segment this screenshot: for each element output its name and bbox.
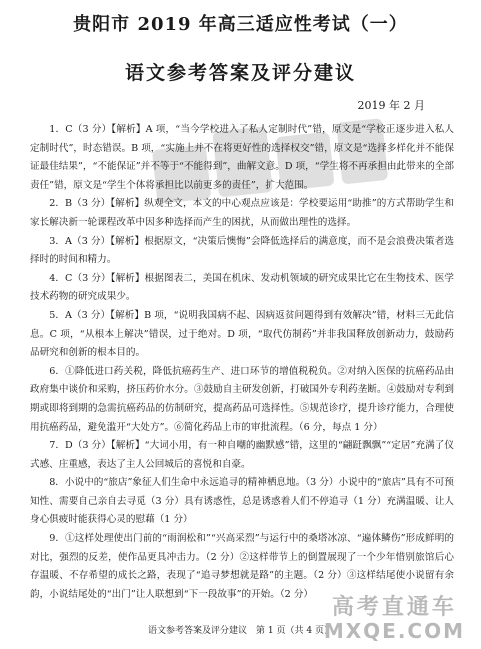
answer-paragraph-7: 7．D（3 分）【解析】“大词小用，有一种自嘲的幽默感”错，这里的“翩跹飘飘”“定居”充满了仪式感、庄重感，表达了主人公回城后的喜悦和自豪。 bbox=[30, 440, 454, 470]
answer-paragraph-8: 8．小说中的“旅店”象征人们生命中永远追寻的精神栖息地。（3 分）小说中的“旅店”具有不可预知性、需要自己亲自去寻觅（3 分）具有诱惑性，总是诱惑着人们不停追寻（1 分）充满温暖、让人身心俱疲时能获得心灵的慰藉（1 分） bbox=[30, 477, 454, 526]
document-date: 2019 年 2 月 bbox=[357, 99, 425, 112]
answer-paragraph-2: 2．B（3 分）【解析】纵观全文，本文的中心观点应该是：学校要运用“助推”的方式帮助学生和家长解决新一轮课程改革中因多种选择而产生的困扰，从而做出理性的选择。 bbox=[30, 198, 454, 228]
site-watermark bbox=[324, 590, 465, 643]
answer-paragraph-4: 4．C（3 分）【解析】根据图表二，美国在机床、发动机领域的研究成果比它在生物技术、医学技术药物的研究成果少。 bbox=[30, 272, 454, 303]
answer-body bbox=[30, 121, 454, 604]
answer-paragraph-9: 9．①这样处理使出门前的“雨润松和”“兴高采烈”与运行中的桑塔冰凉、“遍体鳞伤”形成鲜明的对比，强烈的反差，使作品更具冲击力。（2 分）②这样带节上的倒置展现了一个少年惜别旅馆后心存温暖、不存希望的成长之路，表现了“追寻梦想就是路”的主题。（2 分）③这样结尾使小说留有余韵，小说结尾处的“出门”让人联想到“下一段故事”的开始。（2 分） bbox=[30, 533, 454, 600]
answer-paragraph-6: 6．①降低进口药关税，降低抗癌药生产、进口环节的增值税税负。②对纳入医保的抗癌药品由政府集中谈价和采购，挤压药价水分。③鼓励自主研发创新，打破国外专利药垄断。④鼓励对专利到期或即将到期的急需抗癌药品的仿制研究，提高药品可选择性。⑤规范诊疗，提升诊疗能力，合理使用抗癌药品，避免滥开“大处方”。⑥简化药品上市的审批流程。（6 分，每点 1 分） bbox=[30, 365, 454, 433]
exam-title: 贵阳市 2019 年高三适应性考试（一） bbox=[73, 14, 408, 35]
answer-paragraph-3: 3．A（3 分）【解析】根据原文，“决策后懊悔”会降低选择后的满意度，而不是会浪费决策者选择时的时间和精力。 bbox=[30, 235, 454, 266]
answer-paragraph-1: 1．C（3 分）【解析】A 项，“当今学校进入了私人定制时代”错，原文是“学校正逐步进入私人定制时代”，时态错误。B 项，“实施上并不在将更好性的选择权交”错，原文是“选择多样化并不能保证最佳结果”，“不能保证”并不等于“不能得到”，曲解文意。D 项，“学生将不再承担由此带来的全部责任”错，原文是“学生个体将承担比以前更多的责任”，扩大范围。 bbox=[30, 124, 454, 191]
document-title: 语文参考答案及评分建议 bbox=[124, 62, 356, 84]
answer-paragraph-5: 5．A（3 分）【解析】B 项，“说明我国病不起、因病返贫问题得到有效解决”错，材料三无此信息。C 项，“从根本上解决”错误，过于绝对。D 项，“取代仿制药”并非我国释放创新动力，鼓励药品研究和创新的根本目的。 bbox=[30, 309, 454, 359]
watermark-domain: MXQE.COM bbox=[323, 619, 465, 643]
watermark-chinese: 高考直通车 bbox=[331, 595, 457, 620]
page-footer: 语文参考答案及评分建议 第 1 页（共 4 页） bbox=[148, 626, 333, 636]
